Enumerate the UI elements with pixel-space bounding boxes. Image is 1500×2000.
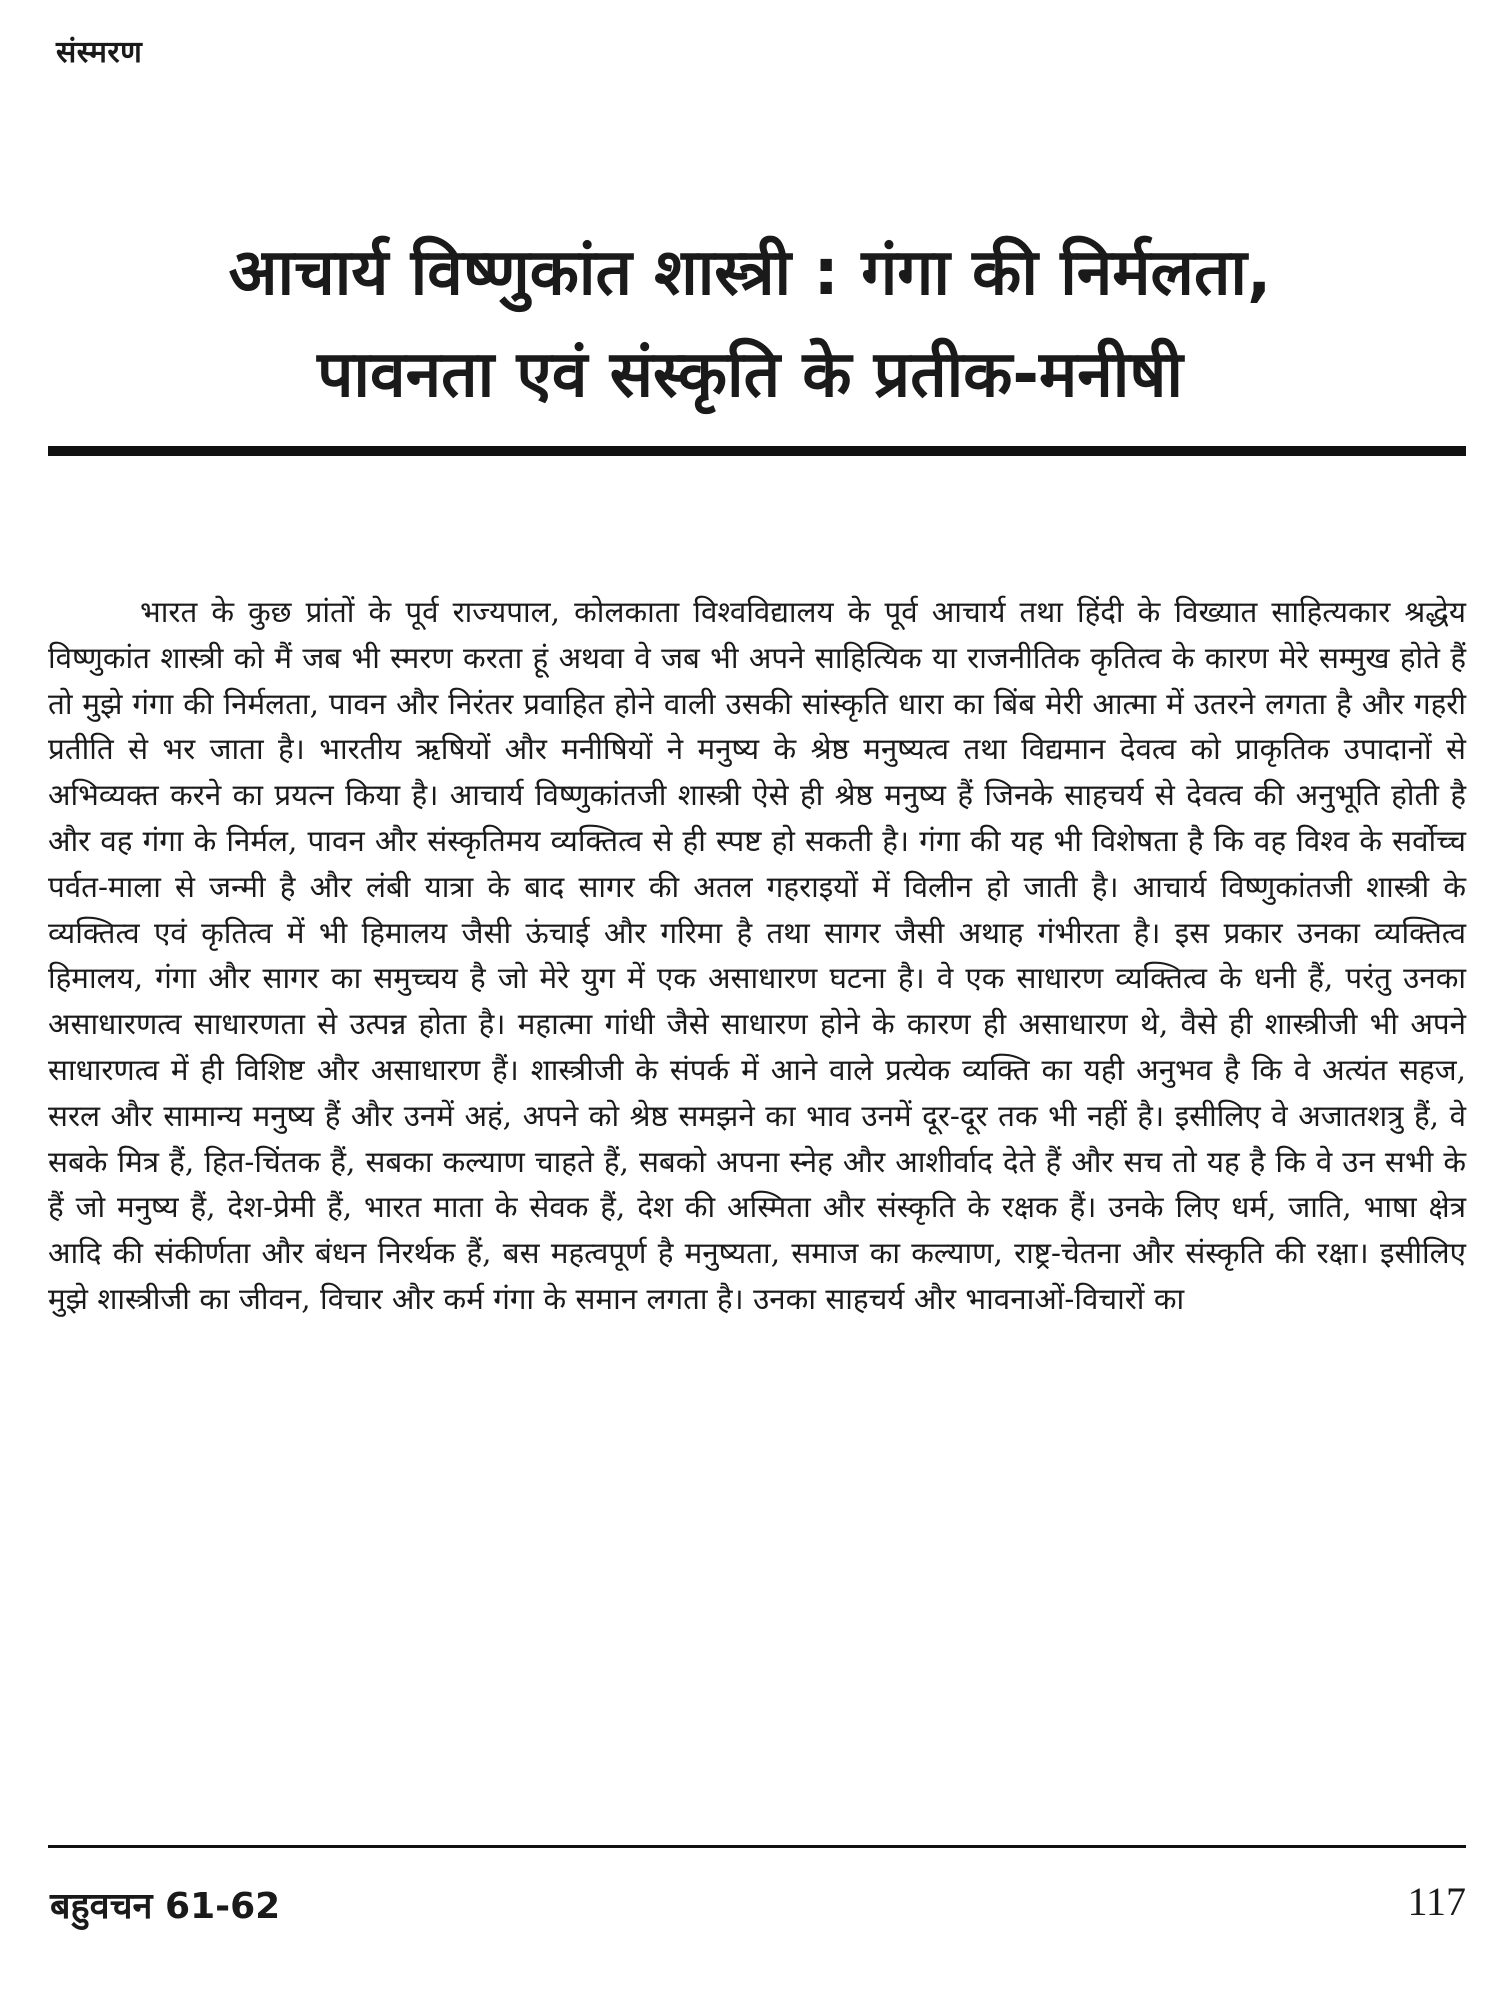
title-divider	[48, 446, 1466, 456]
article-body-paragraph: भारत के कुछ प्रांतों के पूर्व राज्यपाल, कोलकाता विश्वविद्यालय के पूर्व आचार्य तथा हिंदी के विख्यात साहित्यकार श्रद्धेय विष्णुकांत शास्त्री को मैं जब भी स्मरण करता हूं अथवा वे जब भी अपने साहित्यिक या राजनीतिक कृतित्व के कारण मेरे सम्मुख होते हैं तो मुझे गंगा की निर्मलता, पावन और निरंतर प्रवाहित होने वाली उसकी सांस्कृति धारा का बिंब मेरी आत्मा में उतरने लगता है और गहरी प्रतीति से भर जाता है। भारतीय ऋषियों और मनीषियों ने मनुष्य के श्रेष्ठ मनुष्यत्व तथा विद्यमान देवत्व को प्राकृतिक उपादानों से अभिव्यक्त करने का प्रयत्न किया है। आचार्य विष्णुकांतजी शास्त्री ऐसे ही श्रेष्ठ मनुष्य हैं जिनके साहचर्य से देवत्व की अनुभूति होती है और वह गंगा के निर्मल, पावन और संस्कृतिमय व्यक्तित्व से ही स्पष्ट हो सकती है। गंगा की यह भी विशेषता है कि वह विश्व के सर्वोच्च पर्वत-माला से जन्मी है और लंबी यात्रा के बाद सागर की अतल गहराइयों में विलीन हो जाती है। आचार्य विष्णुकांतजी शास्त्री के व्यक्तित्व एवं कृतित्व में भी हिमालय जैसी ऊंचाई और गरिमा है तथा सागर जैसी अथाह गंभीरता है। इस प्रकार उनका व्यक्तित्व हिमालय, गंगा और सागर का समुच्चय है जो मेरे युग में एक असाधारण घटना है। वे एक साधारण व्यक्तित्व के धनी हैं, परंतु उनका असाधारणत्व साधारणता से उत्पन्न होता है। महात्मा गांधी जैसे साधारण होने के कारण ही असाधारण थे, वैसे ही शास्त्रीजी भी अपने साधारणत्व में ही विशिष्ट और असाधारण हैं। शास्त्रीजी के संपर्क में आने वाले प्रत्येक व्यक्ति का यही अनुभव है कि वे अत्यंत सहज, सरल और सामान्य मनुष्य हैं और उनमें अहं, अपने को श्रेष्ठ समझने का भाव उनमें दूर-दूर तक भी नहीं है। इसीलिए वे अजातशत्रु हैं, वे सबके मित्र हैं, हित-चिंतक हैं, सबका कल्याण चाहते हैं, सबको अपना स्नेह और आशीर्वाद देते हैं और सच तो यह है कि वे उन सभी के हैं जो मनुष्य हैं, देश-प्रेमी हैं, भारत माता के सेवक हैं, देश की अस्मिता और संस्कृति के रक्षक हैं। उनके लिए धर्म, जाति, भाषा क्षेत्र आदि की संकीर्णता और बंधन निरर्थक हैं, बस महत्वपूर्ण है मनुष्यता, समाज का कल्याण, राष्ट्र-चेतना और संस्कृति की रक्षा। इसीलिए मुझे शास्त्रीजी का जीवन, विचार और कर्म गंगा के समान लगता है। उनका साहचर्य और भावनाओं-विचारों का	[48, 595, 1467, 1316]
journal-name: बहुवचन 61-62	[50, 1886, 281, 1927]
article-title-line-2: पावनता एवं संस्कृति के प्रतीक-मनीषी	[317, 338, 1183, 412]
footer-divider	[48, 1845, 1466, 1848]
section-label: संस्मरण	[56, 35, 143, 70]
page-number: 117	[1407, 1879, 1466, 1924]
article-title	[40, 222, 1460, 426]
article-title-line-1: आचार्य विष्णुकांत शास्त्री : गंगा की निर्मलता,	[228, 236, 1272, 310]
